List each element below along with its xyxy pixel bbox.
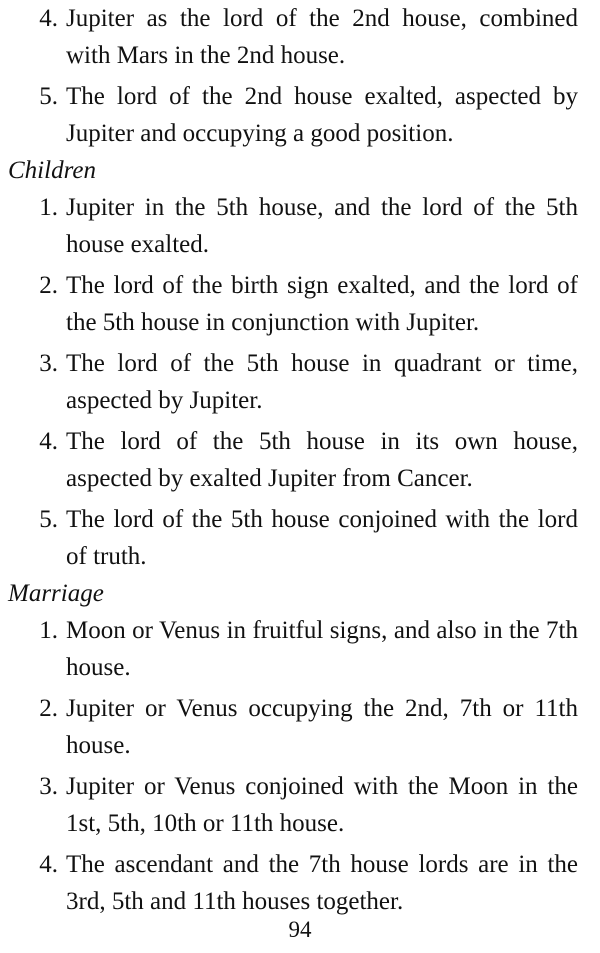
item-number: 1. xyxy=(39,617,58,644)
page-number: 94 xyxy=(288,917,312,942)
item-text: Jupiter or Venus conjoined with the Moon in the 1st, 5th, 10th or 11th house. xyxy=(66,773,578,837)
item-text: The lord of the 5th house in quadrant or time, aspected by Jupiter. xyxy=(66,350,578,414)
item-text: Jupiter as the lord of the 2nd house, combined with Mars in the 2nd house. xyxy=(66,5,578,69)
item-number: 4. xyxy=(39,5,58,32)
section-heading-marriage: Marriage xyxy=(8,580,104,607)
list-item xyxy=(0,612,600,686)
item-number: 2. xyxy=(39,695,58,722)
item-text: The lord of the 5th house in its own house, aspected by exalted Jupiter from Cancer. xyxy=(66,428,578,492)
item-text: Jupiter or Venus occupying the 2nd, 7th or 11th house. xyxy=(66,695,578,759)
item-text: The lord of the 5th house conjoined with the lord of truth. xyxy=(66,506,578,570)
list-item xyxy=(0,78,600,152)
item-number: 4. xyxy=(39,428,58,455)
intro-list xyxy=(0,0,600,152)
list-item xyxy=(0,423,600,497)
list-item xyxy=(0,501,600,575)
section-heading-children: Children xyxy=(8,157,96,184)
item-number: 2. xyxy=(39,272,58,299)
item-number: 3. xyxy=(39,350,58,377)
item-number: 5. xyxy=(39,83,58,110)
list-item xyxy=(0,690,600,764)
list-item xyxy=(0,768,600,842)
item-text: Jupiter in the 5th house, and the lord of the 5th house exalted. xyxy=(66,194,578,258)
item-text: The lord of the 2nd house exalted, aspected by Jupiter and occupying a good position. xyxy=(66,83,578,147)
list-item xyxy=(0,267,600,341)
list-item xyxy=(0,0,600,74)
marriage-section xyxy=(0,575,600,920)
item-number: 3. xyxy=(39,773,58,800)
item-text: Moon or Venus in fruitful signs, and also in the 7th house. xyxy=(66,617,578,681)
item-text: The ascendant and the 7th house lords are in the 3rd, 5th and 11th houses together. xyxy=(66,851,578,915)
list-item xyxy=(0,189,600,263)
list-item xyxy=(0,846,600,920)
item-text: The lord of the birth sign exalted, and the lord of the 5th house in conjunction with Jupiter. xyxy=(66,272,578,336)
children-section xyxy=(0,152,600,575)
list-item xyxy=(0,345,600,419)
item-number: 4. xyxy=(39,851,58,878)
item-number: 5. xyxy=(39,506,58,533)
item-number: 1. xyxy=(39,194,58,221)
